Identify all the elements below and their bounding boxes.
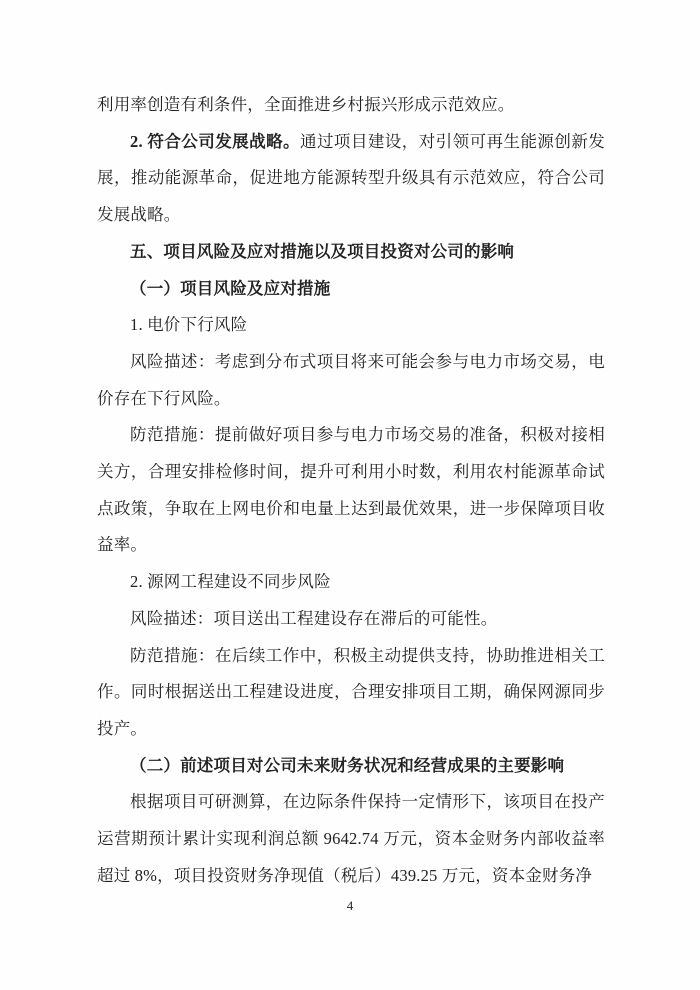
- section-heading-5: 五、项目风险及应对措施以及项目投资对公司的影响: [130, 241, 515, 261]
- paragraph-continuation: 利用率创造有利条件，全面推进乡村振兴形成示范效应。: [97, 95, 515, 114]
- paragraph-strategy-text: 通过项目建设，对引领可再生能源创新发展，推动能源革命，促进地方能源转型升级具有示范效应，符合公司发展战略。: [97, 131, 605, 225]
- risk1-measures: 防范措施：提前做好项目参与电力市场交易的准备，积极对接相关方，合理安排检修时间，提升可利用小时数，利用农村能源革命试点政策，争取在上网电价和电量上达到最优效果，进一步保障项目收益率。: [97, 425, 605, 555]
- risk2-measures: 防范措施：在后续工作中，积极主动提供支持，协助推进相关工作。同时根据送出工程建设进度，合理安排项目工期，确保网源同步投产。: [97, 645, 605, 738]
- risk1-title: 1. 电价下行风险: [130, 315, 248, 335]
- subsection-heading-5-1: （一）项目风险及应对措施: [130, 278, 331, 298]
- paragraph-strategy-lead: 2. 符合公司发展战略。: [130, 131, 300, 151]
- paragraph-strategy: [97, 124, 605, 234]
- page-number: 4: [346, 898, 354, 913]
- risk2-description: 风险描述：项目送出工程建设存在滞后的可能性。: [130, 608, 498, 628]
- risk2-title: 2. 源网工程建设不同步风险: [130, 572, 331, 592]
- financial-impact-paragraph: 根据项目可研测算，在边际条件保持一定情形下，该项目在投产运营期预计累计实现利润总额 9642.74 万元，资本金财务内部收益率超过 8%，项目投资财务净现值（税后）439.25 万元，资本金财务净: [97, 792, 605, 885]
- risk1-description: 风险描述：考虑到分布式项目将来可能会参与电力市场交易，电价存在下行风险。: [97, 351, 605, 408]
- subsection-heading-5-2: （二）前述项目对公司未来财务状况和经营成果的主要影响: [130, 755, 565, 775]
